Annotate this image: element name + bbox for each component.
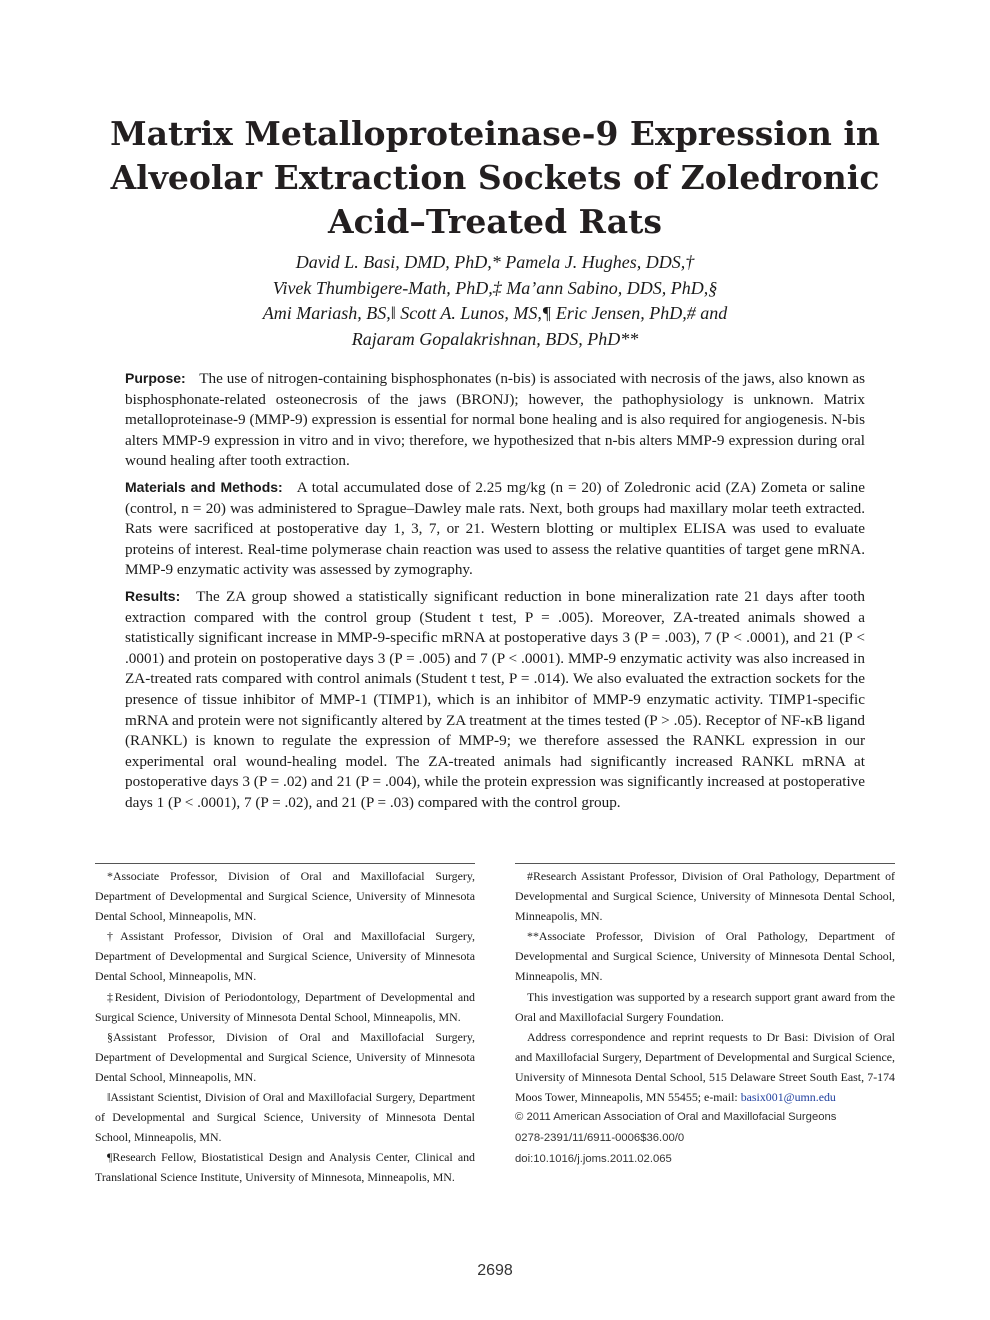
author-line: Rajaram Gopalakrishnan, BDS, PhD**	[351, 328, 639, 349]
footnote: #Research Assistant Professor, Division of Oral Pathology, Department of Developmental and Surgical Science, University of Minnesota Dental School, Minneapolis, MN.	[515, 869, 895, 924]
publication-meta	[515, 1107, 895, 1169]
abstract	[125, 368, 865, 818]
footnote: **Associate Professor, Division of Oral Pathology, Department of Developmental and Surgical Science, University of Minnesota Dental School, Minneapolis, MN.	[515, 929, 895, 984]
footnote: *Associate Professor, Division of Oral and Maxillofacial Surgery, Department of Developmental and Surgical Science, University of Minnesota Dental School, Minneapolis, MN.	[95, 869, 475, 924]
footnote: ¶Research Fellow, Biostatistical Design and Analysis Center, Clinical and Translational Science Institute, University of Minnesota, Minneapolis, MN.	[95, 1150, 475, 1185]
methods-text: A total accumulated dose of 2.25 mg/kg (n = 20) of Zoledronic acid (ZA) Zometa or saline (control, n = 20) was administered to Sprague–Dawley male rats. Next, both groups had maxillary molar teeth extracted. Rats were sacrificed at postoperative day 1, 3, 7, or 21. Western blotting or multiplex ELISA was used to evaluate proteins of interest. Real-time polymerase chain reaction was used to assess the relative quantities of target gene mRNA. MMP-9 enzymatic activity was assessed by zymography.	[125, 478, 865, 579]
abstract-methods	[125, 477, 865, 581]
funding-note: This investigation was supported by a research support grant award from the Oral and Maxillofacial Surgery Foundation.	[515, 989, 895, 1024]
copyright-line: © 2011 American Association of Oral and Maxillofacial Surgeons	[515, 1111, 837, 1124]
author-line: David L. Basi, DMD, PhD,* Pamela J. Hughes, DDS,†	[295, 252, 695, 272]
abstract-purpose	[125, 368, 865, 472]
article-title	[95, 112, 895, 244]
title-line: Alveolar Extraction Sockets of Zoledronic	[110, 158, 880, 197]
footnote: §Assistant Professor, Division of Oral and Maxillofacial Surgery, Department of Developmental and Surgical Science, University of Minnesota Dental School, Minneapolis, MN.	[95, 1029, 475, 1084]
footnotes-left-column	[95, 866, 475, 1188]
issn-line: 0278-2391/11/6911-0006$36.00/0	[515, 1131, 685, 1144]
page-number: 2698	[477, 1262, 513, 1279]
author-line: Ami Mariash, BS,‖ Scott A. Lunos, MS,¶ Eric Jensen, PhD,# and	[262, 303, 728, 323]
footnote-divider-right	[515, 863, 895, 864]
email-link[interactable]: basix001@umn.edu	[740, 1090, 836, 1105]
results-label: Results:	[125, 587, 181, 604]
correspondence-note	[515, 1027, 895, 1107]
author-line: Vivek Thumbigere-Math, PhD,‡ Ma’ann Sabino, DDS, PhD,§	[272, 277, 718, 298]
footnotes-right-column	[515, 866, 895, 1170]
purpose-label: Purpose:	[125, 370, 186, 386]
results-text: The ZA group showed a statistically significant reduction in bone mineralization rate 21 days after tooth extraction compared with the control group (Student t test, P = .005). Moreover, ZA-treated animals showed a statistically significant increase in MMP-9-specific mRNA at postoperative days 3 (P = .003), 7 (P < .0001), and 21 (P < .0001) and protein on postoperative days 3 (P = .005) and 7 (P < .0001). MMP-9 enzymatic activity was also increased in ZA-treated rats compared with control animals (Student t test, P = .014). We also evaluated the extraction sockets for the presence of tissue inhibitor of MMP-1 (TIMP1), which is an inhibitor of MMP-9 enzymatic activity. TIMP1-specific mRNA and protein were not significantly altered by ZA treatment at the times tested (P > .05). Receptor of NF-κB ligand (RANKL) is known to regulate the expression of MMP-9; we therefore assessed the RANKL expression in our experimental oral wound-healing model. The ZA-treated animals had significantly increased RANKL mRNA at postoperative days 3 (P = .02) and 21 (P = .004), while the protein expression was significantly increased at postoperative days 1 (P < .0001), 7 (P = .02), and 21 (P = .03) compared with the control group.	[125, 587, 865, 811]
title-line: Acid–Treated Rats	[328, 202, 662, 241]
author-list	[95, 250, 895, 352]
footnote-divider-left	[95, 863, 475, 864]
abstract-results	[125, 586, 865, 814]
correspondence-text: Address correspondence and reprint requests to Dr Basi: Division of Oral and Maxillofacial Surgery, Department of Developmental and Surgical Science, University of Minnesota Dental School, 515 Delaware Street South East, 7-174 Moos Tower, Minneapolis, MN 55455; e-mail:	[515, 1029, 895, 1105]
purpose-text: The use of nitrogen-containing bisphosphonates (n-bis) is associated with necrosis of the jaws, also known as bisphosphonate-related osteonecrosis of the jaws (BRONJ); however, the pathophysiology is unknown. Matrix metalloproteinase-9 (MMP-9) expression is essential for normal bone healing and is also required for angiogenesis. N-bis alters MMP-9 expression in vitro and in vivo; therefore, we hypothesized that n-bis alters MMP-9 expression during oral wound healing after tooth extraction.	[125, 370, 865, 470]
footnote: ‡Resident, Division of Periodontology, Department of Developmental and Surgical Science, University of Minnesota Dental School, Minneapolis, MN.	[95, 989, 475, 1024]
footnote: ‖Assistant Scientist, Division of Oral and Maxillofacial Surgery, Department of Developmental and Surgical Science, University of Minnesota Dental School, Minneapolis, MN.	[95, 1090, 475, 1145]
doi-line: doi:10.1016/j.joms.2011.02.065	[515, 1152, 672, 1165]
methods-label: Materials and Methods:	[125, 478, 283, 495]
title-line: Matrix Metalloproteinase-9 Expression in	[110, 114, 880, 153]
footnote: †Assistant Professor, Division of Oral and Maxillofacial Surgery, Department of Developmental and Surgical Science, University of Minnesota Dental School, Minneapolis, MN.	[95, 929, 475, 984]
